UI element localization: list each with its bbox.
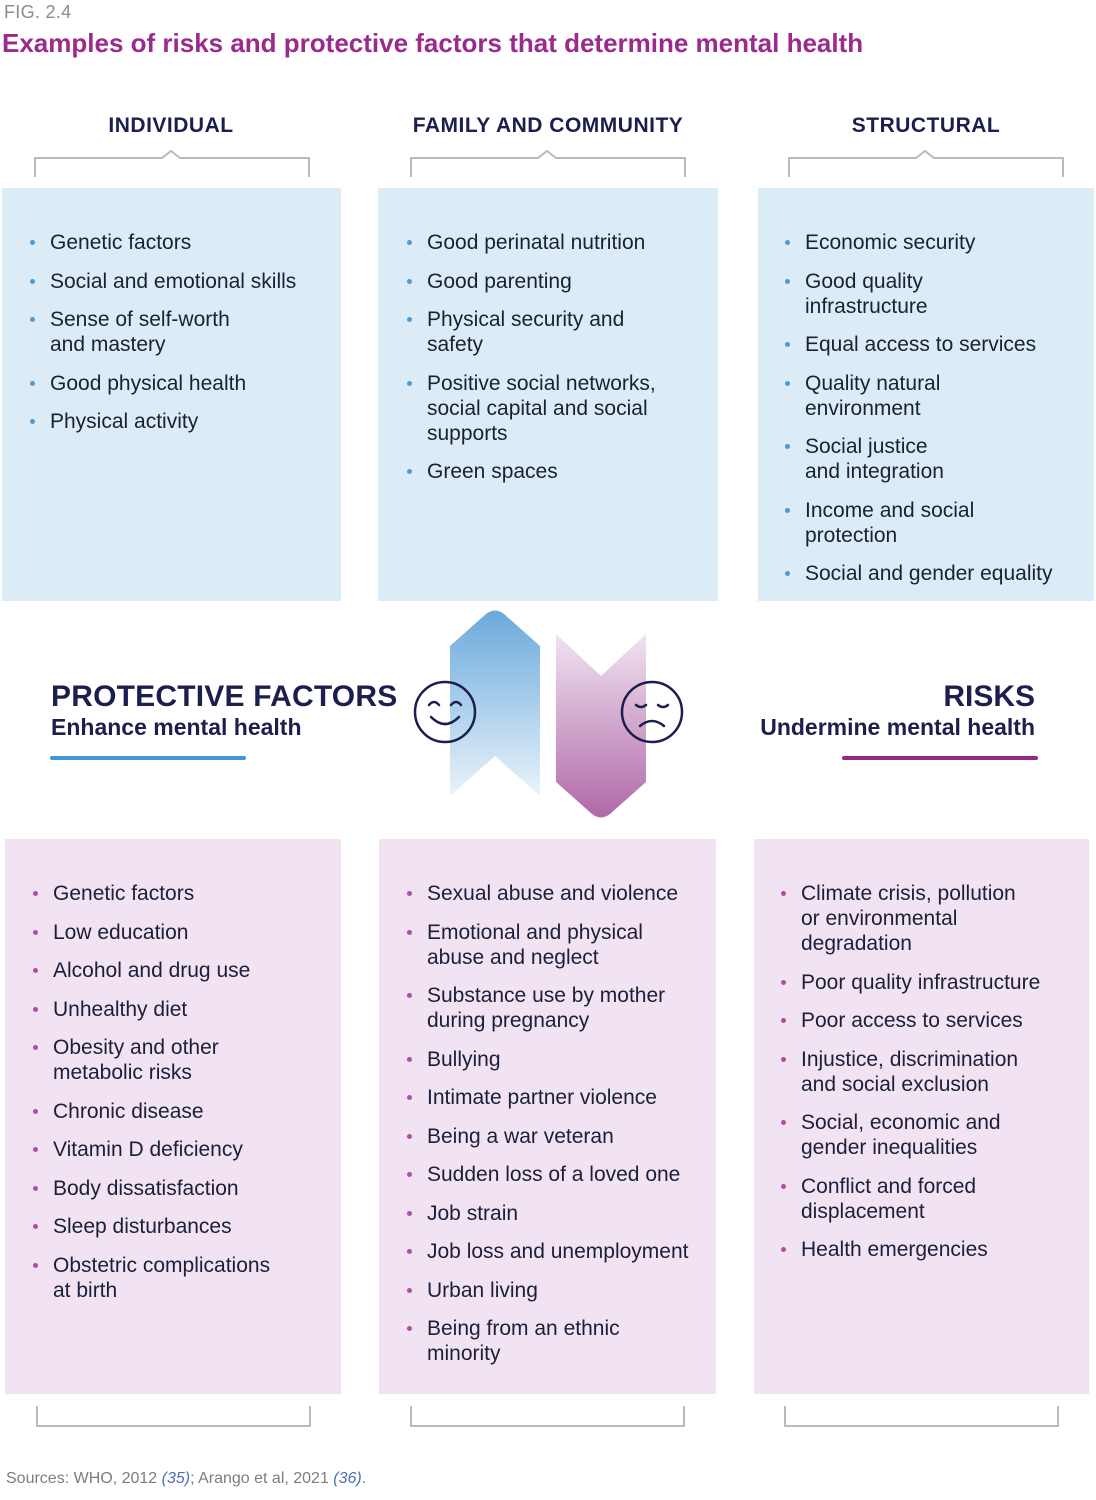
list-item: Being a war veteran — [405, 1124, 713, 1149]
list-item: Urban living — [405, 1278, 713, 1303]
list-item: Social, economic and gender inequalities — [779, 1110, 1084, 1160]
protective-underline — [50, 756, 246, 760]
list-item: Obesity and other metabolic risks — [31, 1035, 336, 1085]
list-item: Good physical health — [28, 371, 333, 396]
risks-box-family-community — [379, 839, 716, 1394]
list-item: Conflict and forced displacement — [779, 1174, 1084, 1224]
down-arrow — [556, 634, 646, 818]
list-item: Climate crisis, pollution or environmental degradation — [779, 881, 1084, 956]
list-item: Social justice and integration — [783, 434, 1088, 484]
list-item: Positive social networks, social capital and social supports — [405, 371, 710, 446]
list-item: Alcohol and drug use — [31, 958, 336, 983]
risks-underline — [842, 756, 1038, 760]
list-item: Injustice, discrimination and social exclusion — [779, 1047, 1084, 1097]
list-item: Chronic disease — [31, 1099, 336, 1124]
source-ref-36[interactable]: (36) — [333, 1470, 362, 1487]
risks-list-structural — [779, 881, 1084, 1276]
list-item: Vitamin D deficiency — [31, 1137, 336, 1162]
list-item: Sleep disturbances — [31, 1214, 336, 1239]
list-item: Green spaces — [405, 459, 710, 484]
bottom-bracket-family-community — [410, 1406, 686, 1428]
list-item: Good perinatal nutrition — [405, 230, 710, 255]
source-ref-35[interactable]: (35) — [161, 1470, 191, 1487]
list-item: Sudden loss of a loved one — [405, 1162, 713, 1187]
list-item: Good parenting — [405, 269, 710, 294]
list-item: Genetic factors — [28, 230, 333, 255]
protective-list-structural — [783, 230, 1088, 600]
risks-title: RISKS — [943, 680, 1035, 713]
list-item: Low education — [31, 920, 336, 945]
center-arrows-illustration — [400, 600, 700, 830]
list-item: Poor quality infrastructure — [779, 970, 1084, 995]
protective-box-individual — [2, 188, 341, 601]
protective-factors-title: PROTECTIVE FACTORS — [51, 680, 398, 713]
risks-box-individual — [5, 839, 341, 1394]
protective-box-structural — [758, 188, 1094, 601]
top-bracket-structural — [788, 150, 1064, 178]
list-item: Substance use by mother during pregnancy — [405, 983, 713, 1033]
risks-box-structural — [754, 839, 1089, 1394]
protective-factors-subtitle: Enhance mental health — [51, 714, 302, 740]
list-item: Body dissatisfaction — [31, 1176, 336, 1201]
list-item: Sense of self-worth and mastery — [28, 307, 333, 357]
list-item: Bullying — [405, 1047, 713, 1072]
list-item: Emotional and physical abuse and neglect — [405, 920, 713, 970]
bottom-bracket-structural — [784, 1406, 1060, 1428]
list-item: Equal access to services — [783, 332, 1088, 357]
protective-list-individual — [28, 230, 333, 448]
bottom-bracket-individual — [36, 1406, 312, 1428]
risks-list-individual — [31, 881, 336, 1316]
figure-label: FIG. 2.4 — [4, 2, 72, 22]
top-bracket-family-community — [410, 150, 686, 178]
list-item: Good quality infrastructure — [783, 269, 1088, 319]
list-item: Quality natural environment — [783, 371, 1088, 421]
list-item: Sexual abuse and violence — [405, 881, 713, 906]
list-item: Health emergencies — [779, 1237, 1084, 1262]
heading-individual: INDIVIDUAL — [108, 114, 234, 137]
list-item: Social and emotional skills — [28, 269, 333, 294]
figure-title: Examples of risks and protective factors that determine mental health — [2, 28, 864, 58]
heading-family-community: FAMILY AND COMMUNITY — [412, 114, 684, 137]
sources-note: Sources: WHO, 2012 (35); Arango et al, 2021 (36). — [6, 1470, 367, 1487]
risks-subtitle: Undermine mental health — [760, 714, 1035, 740]
list-item: Job strain — [405, 1201, 713, 1226]
list-item: Job loss and unemployment — [405, 1239, 713, 1264]
list-item: Poor access to services — [779, 1008, 1084, 1033]
risks-list-family-community — [405, 881, 713, 1380]
list-item: Obstetric complications at birth — [31, 1253, 336, 1303]
up-arrow — [450, 611, 540, 797]
heading-structural: STRUCTURAL — [851, 114, 1001, 137]
top-bracket-individual — [34, 150, 310, 178]
list-item: Intimate partner violence — [405, 1085, 713, 1110]
protective-list-family-community — [405, 230, 710, 498]
list-item: Income and social protection — [783, 498, 1088, 548]
list-item: Unhealthy diet — [31, 997, 336, 1022]
list-item: Genetic factors — [31, 881, 336, 906]
list-item: Economic security — [783, 230, 1088, 255]
list-item: Physical security and safety — [405, 307, 710, 357]
list-item: Social and gender equality — [783, 561, 1088, 586]
protective-box-family-community — [378, 188, 718, 601]
list-item: Physical activity — [28, 409, 333, 434]
list-item: Being from an ethnic minority — [405, 1316, 713, 1366]
